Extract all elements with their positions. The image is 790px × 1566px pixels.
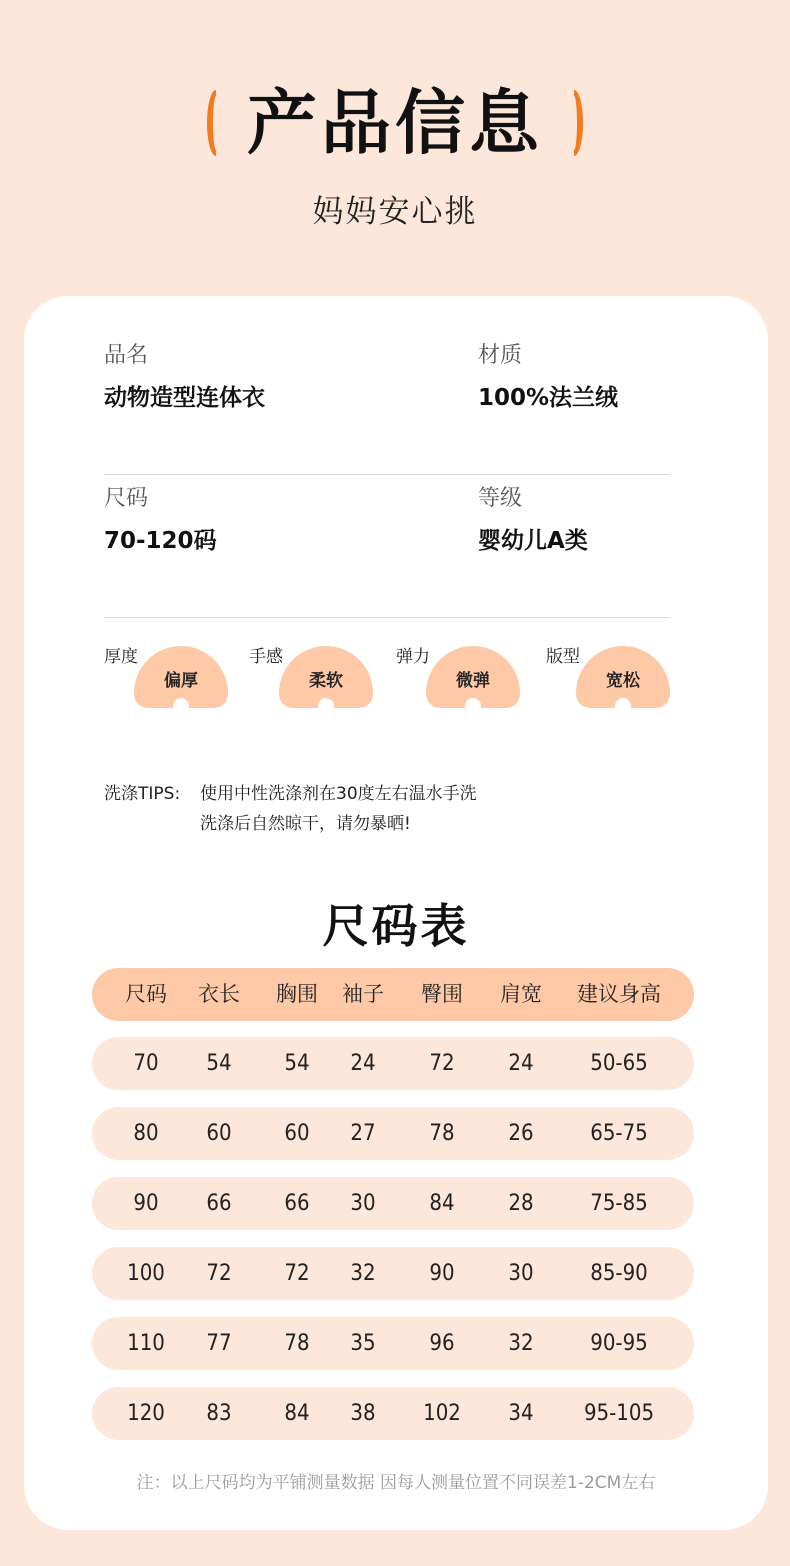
table-cell: 50-65 bbox=[590, 1051, 648, 1076]
table-row bbox=[92, 1107, 694, 1160]
feature-label: 版型 bbox=[546, 647, 580, 667]
feature-label: 手感 bbox=[249, 647, 283, 667]
table-cell: 60 bbox=[284, 1121, 310, 1146]
tips-line: 使用中性洗涤剂在30度左右温水手洗 bbox=[200, 784, 477, 804]
table-row bbox=[92, 1177, 694, 1230]
info-value: 动物造型连体衣 bbox=[104, 385, 265, 411]
table-cell: 110 bbox=[127, 1331, 165, 1356]
dome-notch bbox=[318, 698, 334, 714]
measurement-note: 注：以上尺码均为平铺测量数据 因每人测量位置不同误差1-2CM左右 bbox=[136, 1473, 656, 1493]
feature-feel bbox=[249, 636, 399, 716]
dome-notch bbox=[615, 698, 631, 714]
table-cell: 65-75 bbox=[590, 1121, 648, 1146]
info-value: 100%法兰绒 bbox=[478, 385, 619, 411]
size-table bbox=[92, 968, 694, 1457]
table-row bbox=[92, 1247, 694, 1300]
table-cell: 27 bbox=[350, 1121, 376, 1146]
info-row bbox=[104, 475, 670, 618]
page-header bbox=[0, 0, 790, 290]
table-cell: 90-95 bbox=[590, 1331, 648, 1356]
info-label: 等级 bbox=[478, 486, 523, 511]
table-row bbox=[92, 1317, 694, 1370]
table-cell: 54 bbox=[284, 1051, 310, 1076]
tips-line: 洗涤后自然晾干，请勿暴晒! bbox=[200, 814, 411, 834]
info-value: 70-120码 bbox=[104, 528, 217, 554]
info-cell-size bbox=[104, 483, 478, 617]
info-grid bbox=[104, 332, 670, 618]
right-paren-decoration bbox=[565, 90, 583, 156]
info-cell-grade bbox=[478, 483, 670, 617]
table-cell: 60 bbox=[206, 1121, 232, 1146]
feature-value: 宽松 bbox=[606, 671, 640, 691]
table-cell: 96 bbox=[429, 1331, 455, 1356]
column-header: 袖子 bbox=[342, 982, 384, 1006]
table-cell: 95-105 bbox=[583, 1401, 655, 1426]
info-cell-material bbox=[478, 340, 670, 474]
table-cell: 24 bbox=[508, 1051, 534, 1076]
table-cell: 78 bbox=[284, 1331, 310, 1356]
column-header: 衣长 bbox=[198, 982, 240, 1006]
table-cell: 32 bbox=[508, 1331, 534, 1356]
feature-value: 微弹 bbox=[456, 671, 490, 691]
feature-value: 柔软 bbox=[309, 671, 343, 691]
table-cell: 54 bbox=[206, 1051, 232, 1076]
dome-notch bbox=[465, 698, 481, 714]
table-cell: 72 bbox=[429, 1051, 455, 1076]
feature-thickness bbox=[104, 636, 254, 716]
table-body bbox=[92, 1037, 694, 1440]
table-cell: 38 bbox=[350, 1401, 376, 1426]
table-cell: 90 bbox=[133, 1191, 159, 1216]
feature-dome bbox=[576, 646, 670, 708]
table-cell: 78 bbox=[429, 1121, 455, 1146]
info-row bbox=[104, 332, 670, 475]
table-cell: 100 bbox=[127, 1261, 165, 1286]
info-value: 婴幼儿A类 bbox=[478, 528, 588, 554]
feature-label: 弹力 bbox=[396, 647, 430, 667]
table-cell: 72 bbox=[206, 1261, 232, 1286]
table-cell: 90 bbox=[429, 1261, 455, 1286]
page-title: 产品信息 bbox=[247, 82, 543, 164]
column-header: 臀围 bbox=[421, 982, 463, 1006]
feature-dome bbox=[426, 646, 520, 708]
feature-value: 偏厚 bbox=[164, 671, 198, 691]
table-cell: 80 bbox=[133, 1121, 159, 1146]
table-cell: 30 bbox=[508, 1261, 534, 1286]
table-header-row bbox=[92, 968, 694, 1021]
feature-elasticity bbox=[396, 636, 546, 716]
table-cell: 30 bbox=[350, 1191, 376, 1216]
table-cell: 75-85 bbox=[590, 1191, 648, 1216]
table-cell: 77 bbox=[206, 1331, 232, 1356]
column-header: 建议身高 bbox=[577, 982, 661, 1006]
table-cell: 66 bbox=[206, 1191, 232, 1216]
table-cell: 28 bbox=[508, 1191, 534, 1216]
column-header: 胸围 bbox=[276, 982, 318, 1006]
table-cell: 84 bbox=[429, 1191, 455, 1216]
product-card bbox=[24, 296, 768, 1530]
size-chart-title: 尺码表 bbox=[322, 899, 470, 953]
info-cell-name bbox=[104, 340, 478, 474]
page-subtitle: 妈妈安心挑 bbox=[312, 194, 478, 230]
dome-notch bbox=[173, 698, 189, 714]
tips-label: 洗涤TIPS: bbox=[104, 784, 181, 804]
table-cell: 102 bbox=[423, 1401, 461, 1426]
table-cell: 120 bbox=[127, 1401, 165, 1426]
table-cell: 66 bbox=[284, 1191, 310, 1216]
feature-dome bbox=[279, 646, 373, 708]
table-cell: 32 bbox=[350, 1261, 376, 1286]
table-cell: 35 bbox=[350, 1331, 376, 1356]
table-cell: 34 bbox=[508, 1401, 534, 1426]
info-label: 尺码 bbox=[104, 486, 149, 511]
table-cell: 83 bbox=[206, 1401, 232, 1426]
feature-fit bbox=[546, 636, 696, 716]
table-cell: 72 bbox=[284, 1261, 310, 1286]
table-cell: 26 bbox=[508, 1121, 534, 1146]
feature-gauges bbox=[104, 636, 704, 716]
left-paren-decoration bbox=[207, 90, 225, 156]
table-row bbox=[92, 1387, 694, 1440]
info-label: 材质 bbox=[478, 343, 523, 368]
feature-label: 厚度 bbox=[104, 647, 138, 667]
table-cell: 85-90 bbox=[590, 1261, 648, 1286]
table-cell: 84 bbox=[284, 1401, 310, 1426]
column-header: 尺码 bbox=[125, 982, 167, 1006]
title-row bbox=[0, 78, 790, 168]
info-label: 品名 bbox=[104, 343, 149, 368]
column-header: 肩宽 bbox=[500, 982, 542, 1006]
table-cell: 24 bbox=[350, 1051, 376, 1076]
table-cell: 70 bbox=[133, 1051, 159, 1076]
table-row bbox=[92, 1037, 694, 1090]
feature-dome bbox=[134, 646, 228, 708]
